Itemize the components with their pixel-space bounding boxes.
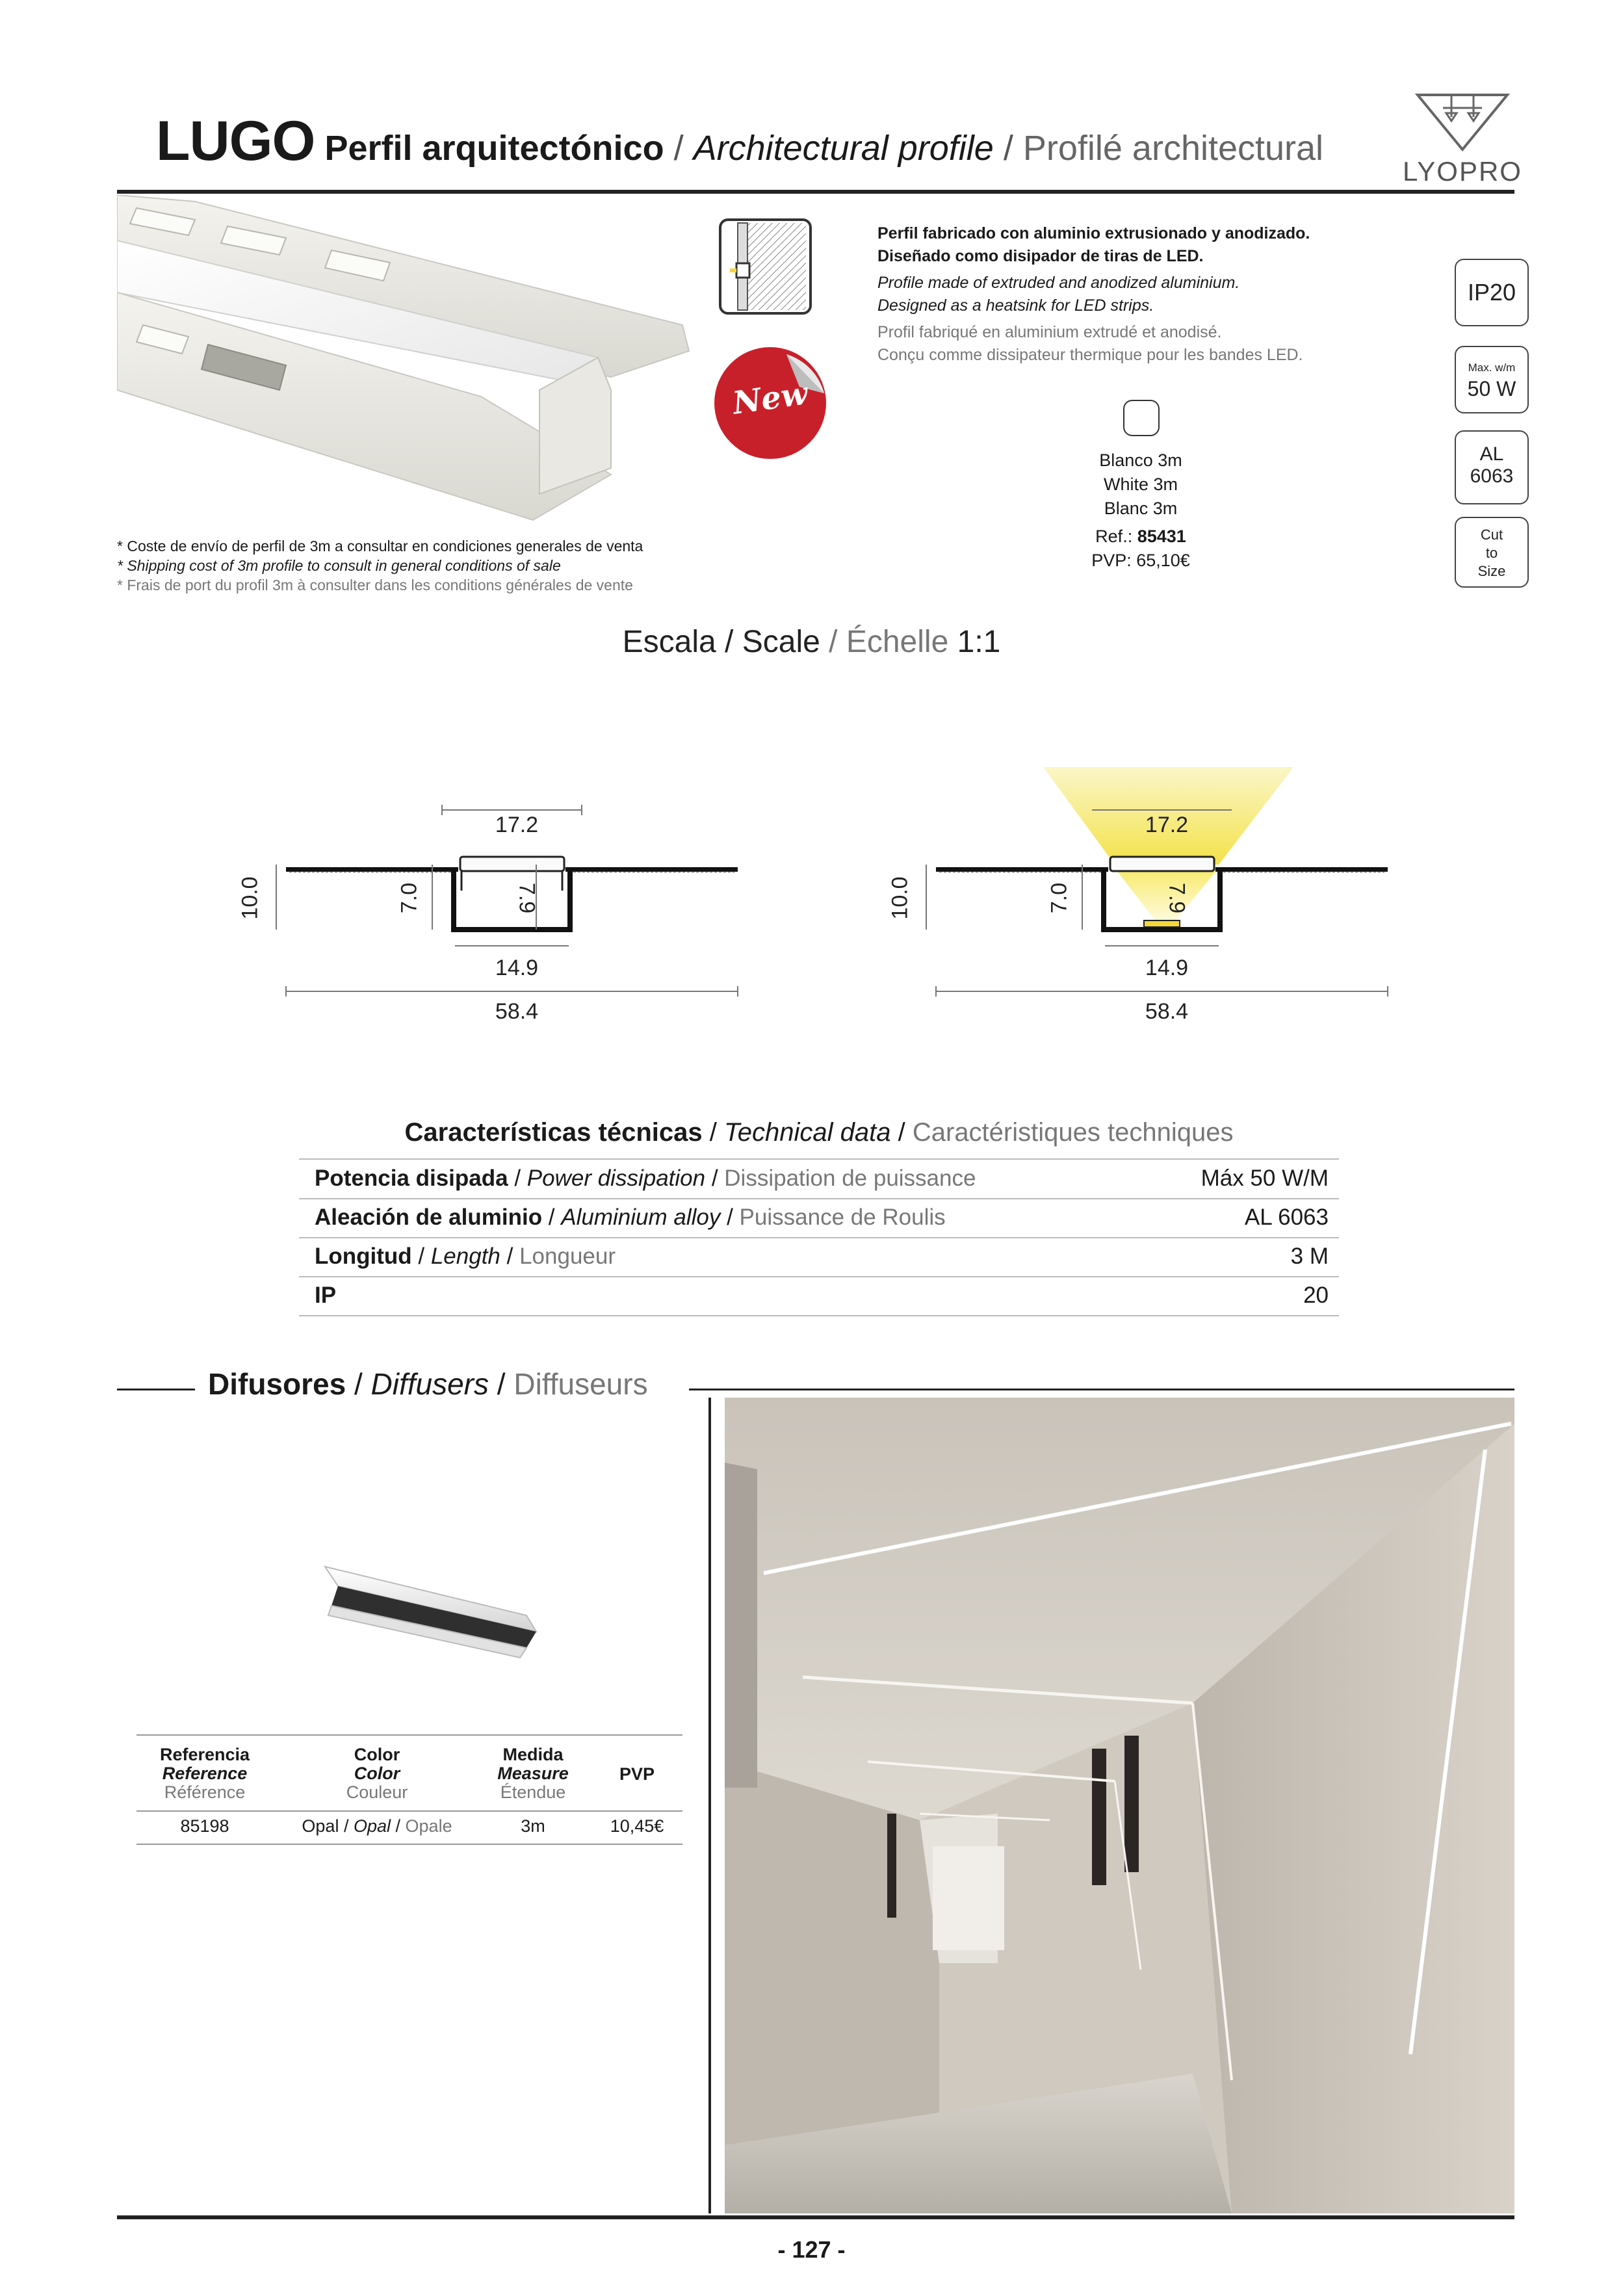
desc-en-1: Profile made of extruded and anodized aluminium. <box>877 274 1240 292</box>
cell-color-en: Opal <box>353 1816 391 1836</box>
table-row: Aleación de aluminio / Aluminium alloy / Puissance de Roulis AL 6063 <box>299 1199 1339 1238</box>
shipping-note-en: * Shipping cost of 3m profile to consult in general conditions of sale <box>117 557 561 574</box>
row-value: 3 M <box>1290 1244 1329 1269</box>
cut-to-size-badge <box>1455 517 1529 588</box>
header-color-en: Color <box>354 1764 400 1783</box>
dim-inner-width: 14.9 <box>495 956 539 980</box>
shipping-note-fr: * Frais de port du profil 3m à consulter dans les conditions générales de vente <box>117 577 633 594</box>
separator: / <box>898 1118 905 1147</box>
cut-line-1: Cut <box>1480 527 1503 543</box>
separator: / <box>709 1118 717 1147</box>
ptable-bottom-rule <box>136 1844 682 1845</box>
separator: / <box>673 129 684 168</box>
product-photo <box>117 195 695 533</box>
ref-value: 85431 <box>1137 527 1186 546</box>
row-label-en: Power dissipation <box>526 1166 706 1191</box>
dim-inner-height-lit: 7.9 <box>1164 882 1189 914</box>
ip-badge <box>1455 259 1529 326</box>
desc-fr-2: Conçu comme dissipateur thermique pour les bandes LED. <box>877 346 1303 364</box>
tech-table-top-rule <box>299 1158 1339 1160</box>
page-title <box>156 109 1323 174</box>
header-ref-en: Reference <box>162 1764 248 1783</box>
cut-line-3: Size <box>1477 563 1506 579</box>
diffusers-rule-right <box>689 1389 1514 1390</box>
section-thumbnail-icon <box>718 218 812 315</box>
alloy-badge-top: AL <box>1479 443 1504 465</box>
cell-color-es: Opal <box>302 1816 339 1836</box>
finish-fr: Blanc 3m <box>1104 499 1178 518</box>
row-label-fr: Dissipation de puissance <box>724 1166 976 1191</box>
scale-title <box>0 624 1623 660</box>
power-badge-value: 50 W <box>1467 377 1516 400</box>
row-value: 20 <box>1303 1283 1329 1308</box>
color-swatch-white <box>1123 400 1160 436</box>
dim-channel-height-lit: 7.0 <box>1046 882 1072 914</box>
cell-color: Opal / Opal / Opale <box>302 1816 452 1836</box>
reference-line <box>1040 525 1241 549</box>
technical-data-title <box>299 1118 1339 1147</box>
dim-total-height-lit: 10.0 <box>887 876 913 920</box>
alloy-badge-bottom: 6063 <box>1470 465 1514 487</box>
brand-logo-icon <box>1414 91 1511 156</box>
finish-info <box>1040 449 1241 573</box>
desc-es-2: Diseñado como disipador de tiras de LED. <box>877 247 1204 265</box>
diffusers-title-es: Difusores <box>208 1367 346 1401</box>
diffuser-photo <box>312 1554 546 1664</box>
footer-rule <box>117 2215 1514 2219</box>
row-label-es: Longitud <box>315 1244 412 1269</box>
cell-measure: 3m <box>521 1816 545 1836</box>
price: PVP: 65,10€ <box>1091 551 1190 570</box>
desc-en-2: Designed as a heatsink for LED strips. <box>877 296 1154 315</box>
scale-es: Escala <box>622 625 716 659</box>
header-ref-fr: Référence <box>164 1782 246 1802</box>
row-label-en: Length <box>430 1244 500 1269</box>
tech-head-es: Características técnicas <box>404 1118 703 1147</box>
table-row: Longitud / Length / Longueur 3 M <box>299 1238 1339 1277</box>
power-badge-label: Max. w/m <box>1468 361 1516 374</box>
row-label-es: Potencia disipada <box>315 1166 508 1191</box>
row-label-es: Aleación de aluminio <box>315 1205 543 1230</box>
title-fr: Profilé architectural <box>1022 129 1324 168</box>
shipping-note <box>117 536 767 595</box>
col-measure-header <box>474 1745 591 1802</box>
header-color-fr: Couleur <box>346 1782 408 1802</box>
title-en: Architectural profile <box>693 129 994 168</box>
dim-total-width-lit: 58.4 <box>1145 999 1189 1024</box>
row-label-fr: Longueur <box>519 1244 616 1269</box>
dim-inner-height: 7.9 <box>514 882 539 914</box>
diffusers-title-en: Diffusers <box>370 1367 489 1401</box>
scale-fr: Échelle <box>846 625 949 659</box>
scale-ratio: 1:1 <box>957 625 1001 659</box>
scale-en: Scale <box>742 625 820 659</box>
dim-total-width: 58.4 <box>495 999 539 1024</box>
ptable-header-rule <box>136 1810 682 1812</box>
col-color-header <box>286 1745 468 1802</box>
desc-fr-1: Profil fabriqué en aluminium extrudé et anodisé. <box>877 323 1222 341</box>
row-label-es: IP <box>315 1283 337 1308</box>
ref-label: Ref.: <box>1095 527 1133 546</box>
row-value: Máx 50 W/M <box>1201 1166 1329 1191</box>
ptable-top-rule <box>136 1734 682 1736</box>
table-row <box>299 1277 1339 1316</box>
header-rule <box>117 190 1514 194</box>
tech-head-fr: Caractéristiques techniques <box>912 1118 1234 1147</box>
separator: / <box>829 625 838 659</box>
finish-en: White 3m <box>1103 475 1178 494</box>
brand-name: LYOPRO <box>1403 156 1522 187</box>
header-measure-en: Measure <box>497 1764 569 1783</box>
table-row: Potencia disipada / Power dissipation / Dissipation de puissance Máx 50 W/M <box>299 1160 1339 1199</box>
diffusers-title <box>201 1366 655 1402</box>
diffusers-rule-left <box>117 1389 195 1390</box>
dim-inner-width-lit: 14.9 <box>1145 956 1189 980</box>
alloy-badge <box>1455 430 1529 504</box>
separator: / <box>354 1367 363 1401</box>
ip-badge-label: IP20 <box>1467 279 1516 306</box>
desc-es-1: Perfil fabricado con aluminio extrusionado y anodizado. <box>877 224 1310 242</box>
cell-ref: 85198 <box>180 1816 229 1836</box>
row-label-en: Aluminium alloy <box>561 1205 721 1230</box>
title-es: Perfil arquitectónico <box>324 129 664 168</box>
finish-es: Blanco 3m <box>1099 450 1182 470</box>
row-value: AL 6063 <box>1244 1205 1329 1230</box>
product-name: LUGO <box>156 110 315 172</box>
separator: / <box>497 1367 506 1401</box>
dim-total-height: 10.0 <box>237 876 263 920</box>
new-label: New <box>730 375 811 422</box>
power-badge <box>1455 346 1529 413</box>
tech-head-en: Technical data <box>724 1118 891 1147</box>
shipping-note-es: * Coste de envío de perfil de 3m a consultar en condiciones generales de venta <box>117 538 643 554</box>
product-description <box>877 222 1410 367</box>
header-pvp: PVP <box>619 1764 655 1784</box>
col-pvp-header <box>591 1765 682 1784</box>
corridor-photo <box>725 1398 1514 2213</box>
diffusers-title-fr: Diffuseurs <box>513 1367 648 1401</box>
page-number: - 127 - <box>777 2236 846 2263</box>
separator: / <box>1003 129 1013 168</box>
dim-channel-height: 7.0 <box>396 882 422 914</box>
separator: / <box>725 625 734 659</box>
dim-top-width: 17.2 <box>495 813 539 837</box>
cell-pvp: 10,45€ <box>610 1816 664 1836</box>
row-label-fr: Puissance de Roulis <box>739 1205 946 1230</box>
cut-line-2: to <box>1485 545 1498 561</box>
photo-divider <box>708 1398 711 2213</box>
header-ref-es: Referencia <box>159 1745 250 1764</box>
dim-top-width-lit: 17.2 <box>1145 813 1189 837</box>
header-color-es: Color <box>354 1745 400 1764</box>
cell-color-fr: Opale <box>405 1816 452 1836</box>
col-reference-header <box>136 1745 273 1802</box>
header-measure-es: Medida <box>502 1745 564 1764</box>
header-measure-fr: Étendue <box>500 1782 566 1802</box>
